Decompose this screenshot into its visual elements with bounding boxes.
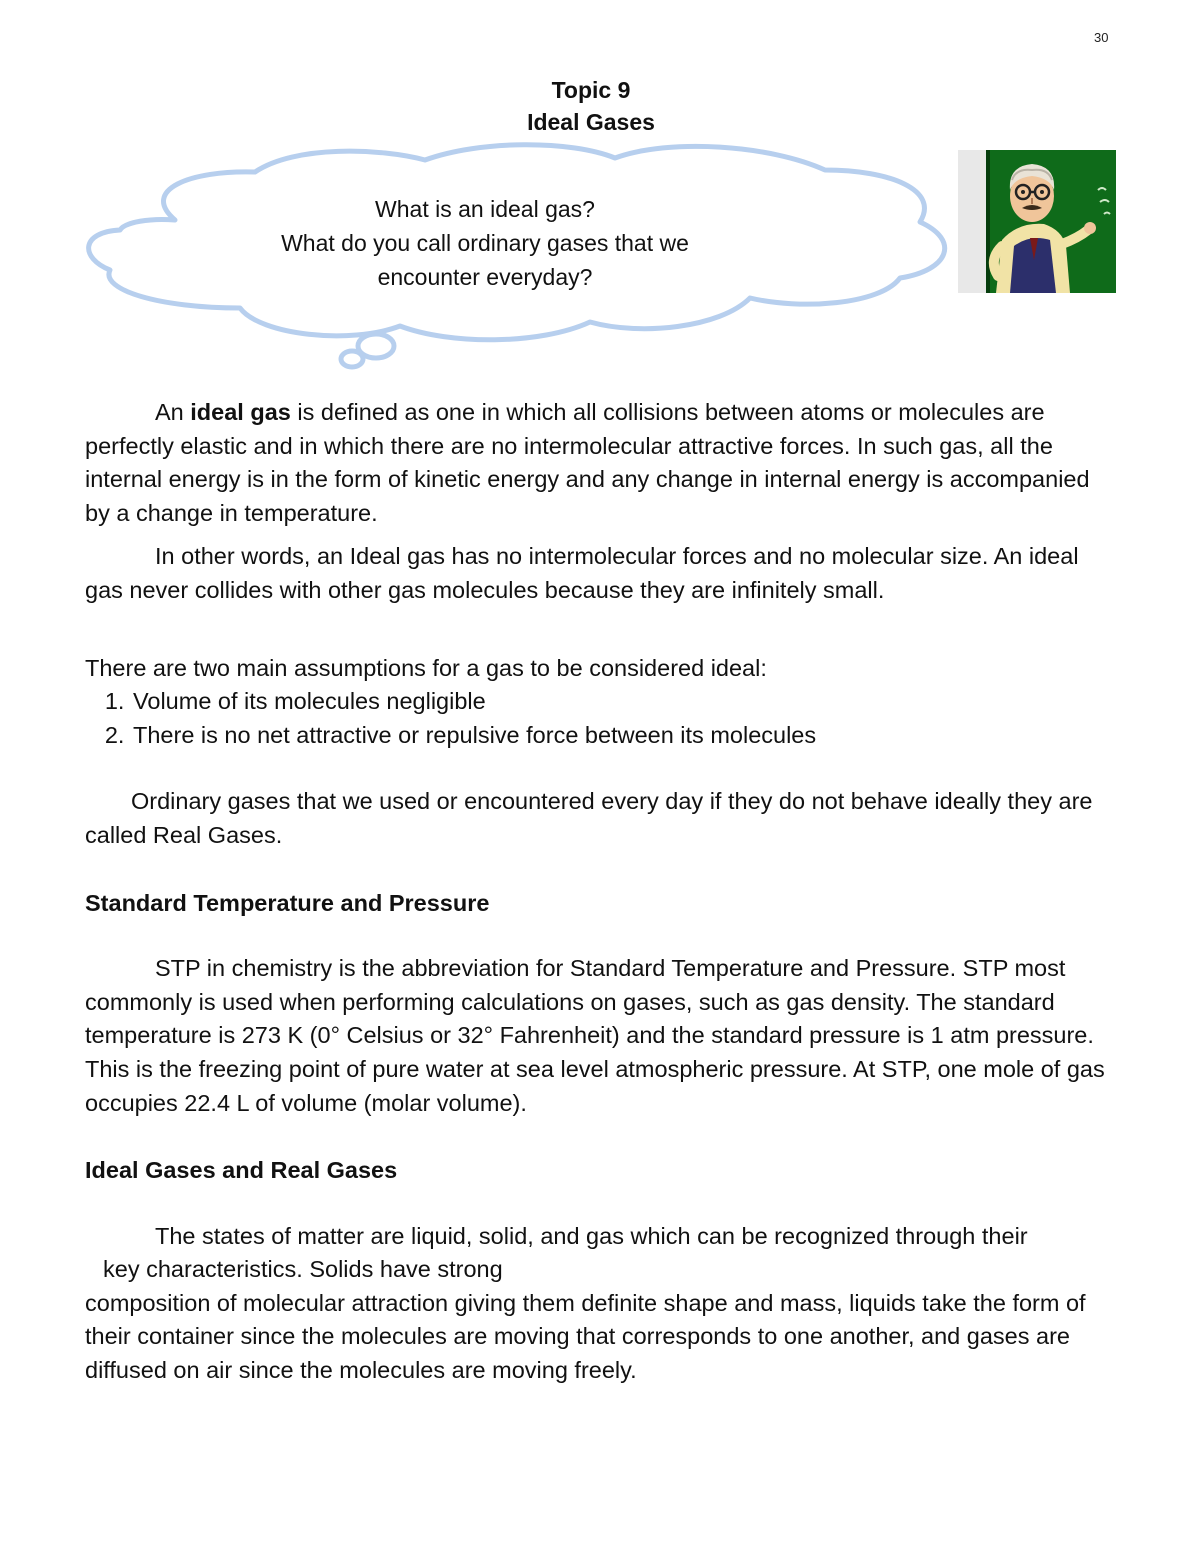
bubble-line-2: What do you call ordinary gases that we: [281, 230, 689, 256]
paragraph-states-line-2: key characteristics. Solids have strong: [103, 1256, 503, 1283]
thought-bubble-text: [250, 192, 720, 294]
term-ideal-gas: ideal gas: [190, 399, 291, 425]
paragraph-states-line-1: The states of matter are liquid, solid, and gas which can be recognized through their: [155, 1222, 1028, 1249]
paragraph-stp: STP in chemistry is the abbreviation for Standard Temperature and Pressure. STP most commonly is used when performing calculations on gases, such as gas density. The standard temperature is 273 K (0° Celsius or 32° Fahrenheit) and the standard pressure is 1 atm pressure. This is the freezing point of pure water at sea level atmospheric pressure. At STP, one mole of gas occupies 22.4 L of volume (molar volume).: [85, 955, 1105, 1116]
heading-stp: Standard Temperature and Pressure: [85, 889, 490, 916]
bubble-line-3: encounter everyday?: [377, 264, 593, 290]
para1-rest: is defined as one in which all collisions between atoms or molecules are perfectly elastic and in which there are no intermolecular attractive forces. In such gas, all the internal energy is in the form of kinetic energy and any change in internal energy is accompanied by a change in temperature.: [85, 399, 1090, 526]
page-number: 30: [1094, 30, 1109, 45]
title-block: [0, 74, 1182, 138]
assumptions-list: [85, 685, 1115, 752]
paragraph-real-gases: Ordinary gases that we used or encountered every day if they do not behave ideally they are called Real Gases.: [85, 788, 1093, 848]
topic-label: Topic 9: [551, 77, 631, 103]
main-content: [85, 396, 1115, 1388]
bubble-line-1: What is an ideal gas?: [375, 196, 595, 222]
para1-lead: An: [155, 399, 191, 425]
paragraph-states-line-3: composition of molecular attraction giving them definite shape and mass, liquids take the form of their container since the molecules are moving that corresponds to one another, and gases are diffused on air since the molecules are moving freely.: [85, 1289, 1086, 1384]
list-item: 2. There is no net attractive or repulsive force between its molecules: [131, 719, 1115, 753]
page-title: Ideal Gases: [527, 109, 655, 135]
paragraph-ideal-gas-definition: [85, 396, 1115, 530]
heading-ideal-real: Ideal Gases and Real Gases: [85, 1157, 398, 1184]
paragraph-other-words: In other words, an Ideal gas has no intermolecular forces and no molecular size. An ideal gas never collides with other gas molecules because they are infinitely small.: [85, 543, 1079, 603]
teacher-illustration-icon: [958, 150, 1116, 293]
list-item: 1. Volume of its molecules negligible: [131, 685, 1115, 719]
assumptions-intro: There are two main assumptions for a gas to be considered ideal:: [85, 654, 767, 681]
